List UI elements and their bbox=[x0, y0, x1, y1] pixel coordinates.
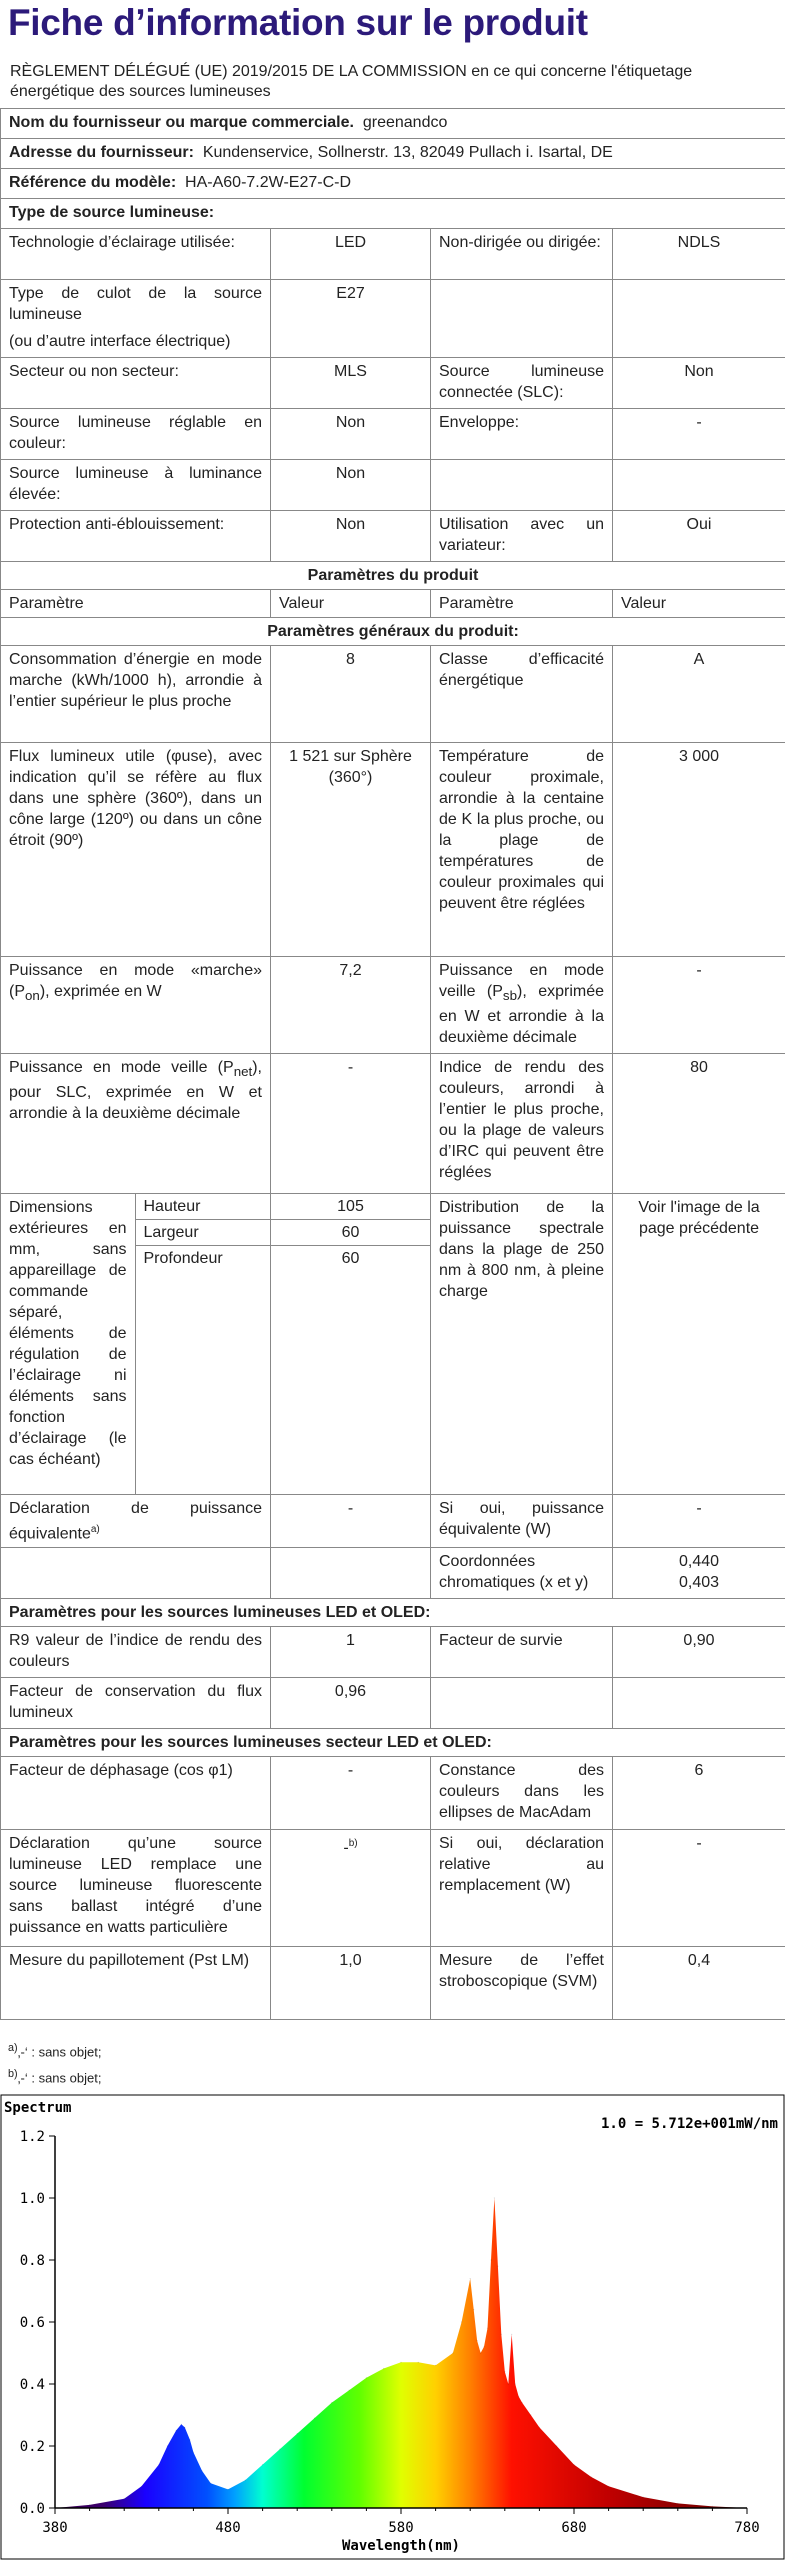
general-params-heading: Paramètres généraux du produit: bbox=[1, 618, 785, 646]
col-header-param: Paramètre bbox=[1, 590, 271, 618]
chromaticity-y: 0,403 bbox=[678, 1574, 720, 1592]
source-type-label: Source lumineuse réglable en couleur: bbox=[1, 409, 271, 460]
source-type-label: Source lumineuse à luminance élevée: bbox=[1, 460, 271, 511]
col-header-value: Valeur bbox=[613, 590, 785, 618]
y-tick-label: 1.2 bbox=[19, 2129, 45, 2145]
footnote-b bbox=[8, 2068, 101, 2085]
param-value: A bbox=[613, 646, 785, 743]
col-header-param: Paramètre bbox=[431, 590, 613, 618]
source-type-value: MLS bbox=[271, 358, 431, 409]
empty-cell bbox=[1, 1548, 271, 1599]
spectrum-point bbox=[176, 2430, 177, 2431]
param-label-text: Déclaration de puissance équivalente bbox=[9, 1500, 262, 1543]
model-row bbox=[1, 169, 785, 199]
source-type-value bbox=[613, 460, 785, 511]
spectrum-point bbox=[483, 2346, 484, 2347]
spectrum-point bbox=[167, 2445, 168, 2446]
regulation-text: RÈGLEMENT DÉLÉGUÉ (UE) 2019/2015 DE LA COMMISSION en ce qui concerne l'étiquetage énergétique des sources lumineuses bbox=[10, 63, 693, 100]
param-value: 0,4 bbox=[613, 1947, 785, 2020]
spectrum-point bbox=[501, 2334, 502, 2335]
param-value: 6 bbox=[613, 1757, 785, 1830]
model-label: Référence du modèle: bbox=[9, 174, 177, 191]
depth-label: Profondeur bbox=[143, 1250, 223, 1267]
param-value: 0,96 bbox=[271, 1678, 431, 1729]
spectrum-point bbox=[470, 2278, 471, 2279]
source-type-label bbox=[431, 460, 613, 511]
param-label: Facteur de conservation du flux lumineux bbox=[1, 1678, 271, 1729]
param-value: 1 bbox=[271, 1627, 431, 1678]
param-value: 7,2 bbox=[271, 957, 431, 1054]
spectrum-point bbox=[89, 2504, 90, 2505]
param-value: - bbox=[271, 1054, 431, 1194]
spectrum-point bbox=[158, 2464, 159, 2465]
spectrum-point bbox=[461, 2321, 462, 2322]
source-type-value: Non bbox=[271, 511, 431, 562]
chart-title: Spectrum bbox=[4, 2100, 72, 2116]
source-type-value: E27 bbox=[271, 280, 431, 358]
spectrum-point bbox=[400, 2362, 401, 2363]
source-type-label bbox=[431, 280, 613, 358]
source-type-label: Utilisation avec un variateur: bbox=[431, 511, 613, 562]
footnote-text: ‚-‘ : sans objet; bbox=[17, 2044, 102, 2060]
supplier-name-value: greenandco bbox=[362, 114, 448, 131]
source-type-value: LED bbox=[271, 229, 431, 280]
x-tick-label: 680 bbox=[561, 2520, 587, 2536]
source-type-value: - bbox=[613, 409, 785, 460]
spectrum-point bbox=[712, 2506, 713, 2507]
param-label bbox=[1, 1054, 271, 1194]
param-label: Coordonnées chromatiques (x et y) bbox=[431, 1548, 613, 1599]
spectrum-point bbox=[184, 2427, 185, 2428]
param-label-text: ), pour SLC, exprimée en W et arrondie à la deuxième décimale bbox=[9, 1059, 262, 1123]
y-tick-label: 0.2 bbox=[19, 2439, 45, 2455]
spectrum-point bbox=[435, 2365, 436, 2366]
col-header-value: Valeur bbox=[271, 590, 431, 618]
param-value bbox=[613, 1678, 785, 1729]
param-value: - bbox=[613, 1495, 785, 1548]
spectrum-point bbox=[504, 2371, 505, 2372]
spectral-distribution-value: Voir l'image de la page précédente bbox=[613, 1194, 785, 1495]
param-label: Constance des couleurs dans les ellipses de MacAdam bbox=[431, 1757, 613, 1830]
param-label-text: ), exprimée en W et arrondie à la deuxième décimale bbox=[439, 983, 604, 1047]
param-value: - bbox=[271, 1495, 431, 1548]
spectrum-point bbox=[349, 2390, 350, 2391]
param-value: 0,90 bbox=[613, 1627, 785, 1678]
source-type-label: Source lumineuse connectée (SLC): bbox=[431, 358, 613, 409]
spectrum-point bbox=[518, 2396, 519, 2397]
footnote-ref: a) bbox=[90, 1524, 100, 1535]
cap-type-note: (ou d’autre interface électrique) bbox=[9, 333, 231, 350]
param-label-text: Puissance en mode «marche» (P bbox=[9, 962, 262, 1000]
x-axis bbox=[42, 2508, 759, 2536]
spectrum-point bbox=[530, 2414, 531, 2415]
y-tick-label: 0.8 bbox=[19, 2253, 45, 2269]
spectrum-point bbox=[643, 2497, 644, 2498]
y-axis bbox=[20, 2129, 55, 2517]
chromaticity-x: 0,440 bbox=[678, 1553, 720, 1571]
spectrum-point bbox=[314, 2418, 315, 2419]
footnote-ref: b) bbox=[348, 1838, 358, 1850]
product-params-heading: Paramètres du produit bbox=[1, 562, 785, 590]
param-value: 1,0 bbox=[271, 1947, 431, 2020]
param-label-subscript: on bbox=[25, 988, 40, 1004]
dimensions-table bbox=[1, 1194, 270, 1494]
source-type-label bbox=[1, 280, 271, 358]
param-label: Indice de rendu des couleurs, arrondi à l’entier le plus proche, ou la plage de valeurs d’IRC qui peuvent être réglées bbox=[431, 1054, 613, 1194]
x-axis-label: Wavelength(nm) bbox=[341, 2538, 461, 2554]
cap-type-label: Type de culot de la source lumineuse bbox=[9, 285, 262, 323]
footnote-text: ‚-‘ : sans objet; bbox=[17, 2070, 102, 2086]
footnote-mark: a) bbox=[8, 2042, 18, 2054]
spectrum-point bbox=[677, 2503, 678, 2504]
param-value: 1 521 sur Sphère (360°) bbox=[271, 743, 431, 957]
spectrum-point bbox=[331, 2402, 332, 2403]
dimensions-values-cell bbox=[271, 1194, 431, 1495]
source-type-value: NDLS bbox=[613, 229, 785, 280]
param-label: R9 valeur de l’indice de rendu des couleurs bbox=[1, 1627, 271, 1678]
dimensions-label: Dimensions extérieures en mm, sans appareillage de commande séparé, éléments de régulation de l’éclairage ni éléments sans fonction d’éclairage (le cas échéant) bbox=[1, 1194, 135, 1494]
param-label: Flux lumineux utile (φuse), avec indication qu’il se réfère au flux dans une sphère (360º), dans un cône large (120º) ou dans un cône étroit (90º) bbox=[1, 743, 271, 957]
x-tick-label: 380 bbox=[42, 2520, 68, 2536]
footnote-a bbox=[8, 2042, 101, 2059]
supplier-name-row bbox=[1, 109, 785, 139]
spectrum-point bbox=[494, 2197, 495, 2198]
supplier-address-row bbox=[1, 139, 785, 169]
param-value: 80 bbox=[613, 1054, 785, 1194]
source-type-label: Non-dirigée ou dirigée: bbox=[431, 229, 613, 280]
param-label: Facteur de survie bbox=[431, 1627, 613, 1678]
spectrum-point bbox=[418, 2362, 419, 2363]
spectrum-point bbox=[262, 2464, 263, 2465]
empty-cell bbox=[271, 1548, 431, 1599]
param-label bbox=[431, 957, 613, 1054]
spectrum-point bbox=[573, 2464, 574, 2465]
spectrum-point bbox=[193, 2452, 194, 2453]
dimensions-values bbox=[271, 1194, 430, 1494]
param-label: Température de couleur proximale, arrondie à la centaine de K la plus proche, ou la plage de températures de couleur proximales qui peuvent être réglées bbox=[431, 743, 613, 957]
source-type-value: Non bbox=[271, 460, 431, 511]
source-type-heading: Type de source lumineuse: bbox=[1, 199, 785, 229]
param-value: 8 bbox=[271, 646, 431, 743]
param-label: Déclaration qu’une source lumineuse LED remplace une source lumineuse fluorescente sans ballast intégré d’une puissance en watts particulière bbox=[1, 1830, 271, 1947]
width-value: 60 bbox=[271, 1220, 430, 1246]
supplier-address-label: Adresse du fournisseur: bbox=[9, 144, 194, 161]
led-params-heading: Paramètres pour les sources lumineuses LED et OLED: bbox=[1, 1599, 785, 1627]
chromaticity-value bbox=[613, 1548, 785, 1599]
param-value bbox=[271, 1830, 431, 1947]
param-label: Facteur de déphasage (cos φ1) bbox=[1, 1757, 271, 1830]
spectrum-point bbox=[497, 2266, 498, 2267]
spectrum-point bbox=[189, 2439, 190, 2440]
param-label bbox=[1, 1495, 271, 1548]
spectrum-point bbox=[245, 2480, 246, 2481]
chart-scale-note: 1.0 = 5.712e+001mW/nm bbox=[600, 2116, 778, 2132]
source-type-value bbox=[613, 280, 785, 358]
spectrum-point bbox=[511, 2334, 512, 2335]
spectrum-point bbox=[452, 2352, 453, 2353]
param-label-subscript: sb bbox=[502, 988, 517, 1004]
footnote-mark: b) bbox=[8, 2068, 18, 2080]
param-label-text: Puissance en mode veille (P bbox=[439, 962, 604, 1000]
x-tick-label: 580 bbox=[388, 2520, 414, 2536]
spectrum-point bbox=[227, 2489, 228, 2490]
spectrum-point bbox=[366, 2377, 367, 2378]
param-label-text: ), exprimée en W bbox=[39, 983, 162, 1000]
param-label-subscript: net bbox=[233, 1064, 253, 1080]
product-info-table bbox=[0, 108, 785, 2020]
y-tick-label: 0.0 bbox=[19, 2501, 45, 2517]
x-tick-label: 480 bbox=[215, 2520, 241, 2536]
param-label: Mesure de l’effet stroboscopique (SVM) bbox=[431, 1947, 613, 2020]
param-value: 3 000 bbox=[613, 743, 785, 957]
source-type-value: Oui bbox=[613, 511, 785, 562]
depth-value: 60 bbox=[341, 1250, 360, 1267]
spectrum-point bbox=[124, 2498, 125, 2499]
spectrum-point bbox=[473, 2309, 474, 2310]
y-tick-label: 1.0 bbox=[19, 2191, 45, 2207]
source-type-label: Technologie d’éclairage utilisée: bbox=[1, 229, 271, 280]
param-label bbox=[431, 1678, 613, 1729]
spectrum-point bbox=[556, 2445, 557, 2446]
param-label: Si oui, puissance équivalente (W) bbox=[431, 1495, 613, 1548]
supplier-address-value: Kundenservice, Sollnerstr. 13, 82049 Pullach i. Isartal, DE bbox=[202, 144, 613, 161]
spectrum-point bbox=[508, 2383, 509, 2384]
source-type-value: Non bbox=[271, 409, 431, 460]
spectrum-chart bbox=[0, 2094, 785, 2560]
spectrum-point bbox=[210, 2483, 211, 2484]
source-type-label: Enveloppe: bbox=[431, 409, 613, 460]
param-label: Si oui, déclaration relative au remplacement (W) bbox=[431, 1830, 613, 1947]
source-type-value: Non bbox=[613, 358, 785, 409]
y-tick-label: 0.4 bbox=[19, 2377, 45, 2393]
spectrum-point bbox=[591, 2476, 592, 2477]
param-label: Consommation d’énergie en mode marche (kWh/1000 h), arrondie à l’entier supérieur le plus proche bbox=[1, 646, 271, 743]
spectrum-point bbox=[279, 2449, 280, 2450]
source-type-label: Secteur ou non secteur: bbox=[1, 358, 271, 409]
height-value: 105 bbox=[271, 1194, 430, 1220]
spectrum-point bbox=[522, 2402, 523, 2403]
spectrum-point bbox=[383, 2368, 384, 2369]
param-label: Mesure du papillotement (Pst LM) bbox=[1, 1947, 271, 2020]
param-value: - bbox=[613, 1830, 785, 1947]
param-label bbox=[1, 957, 271, 1054]
spectrum-point bbox=[539, 2427, 540, 2428]
param-label: Classe d’efficacité énergétique bbox=[431, 646, 613, 743]
spectrum-point bbox=[201, 2470, 202, 2471]
spectrum-point bbox=[487, 2328, 488, 2329]
param-value: - bbox=[613, 957, 785, 1054]
height-label: Hauteur bbox=[135, 1194, 270, 1220]
spectrum-point bbox=[480, 2352, 481, 2353]
spectrum-point bbox=[490, 2259, 491, 2260]
spectrum-point bbox=[608, 2486, 609, 2487]
width-label: Largeur bbox=[135, 1220, 270, 1246]
dimensions-cell bbox=[1, 1194, 271, 1495]
spectrum-area bbox=[55, 2198, 747, 2508]
page-title: Fiche d’information sur le produit bbox=[8, 2, 588, 43]
supplier-name-label: Nom du fournisseur ou marque commerciale. bbox=[9, 114, 354, 131]
param-value-text: - bbox=[343, 1839, 349, 1857]
spectrum-point bbox=[141, 2486, 142, 2487]
y-tick-label: 0.6 bbox=[19, 2315, 45, 2331]
param-value: - bbox=[271, 1757, 431, 1830]
plot-area bbox=[54, 2136, 747, 2509]
spectrum-point bbox=[477, 2340, 478, 2341]
x-tick-label: 780 bbox=[734, 2520, 760, 2536]
mains-led-params-heading: Paramètres pour les sources lumineuses secteur LED et OLED: bbox=[1, 1729, 785, 1757]
spectrum-point bbox=[297, 2433, 298, 2434]
spectrum-point bbox=[181, 2424, 182, 2425]
spectrum-point bbox=[515, 2383, 516, 2384]
param-label-text: Puissance en mode veille (P bbox=[9, 1059, 234, 1076]
spectral-distribution-label: Distribution de la puissance spectrale dans la plage de 250 nm à 800 nm, à pleine charge bbox=[431, 1194, 613, 1495]
source-type-label: Protection anti-éblouissement: bbox=[1, 511, 271, 562]
model-value: HA-A60-7.2W-E27-C-D bbox=[185, 174, 352, 191]
